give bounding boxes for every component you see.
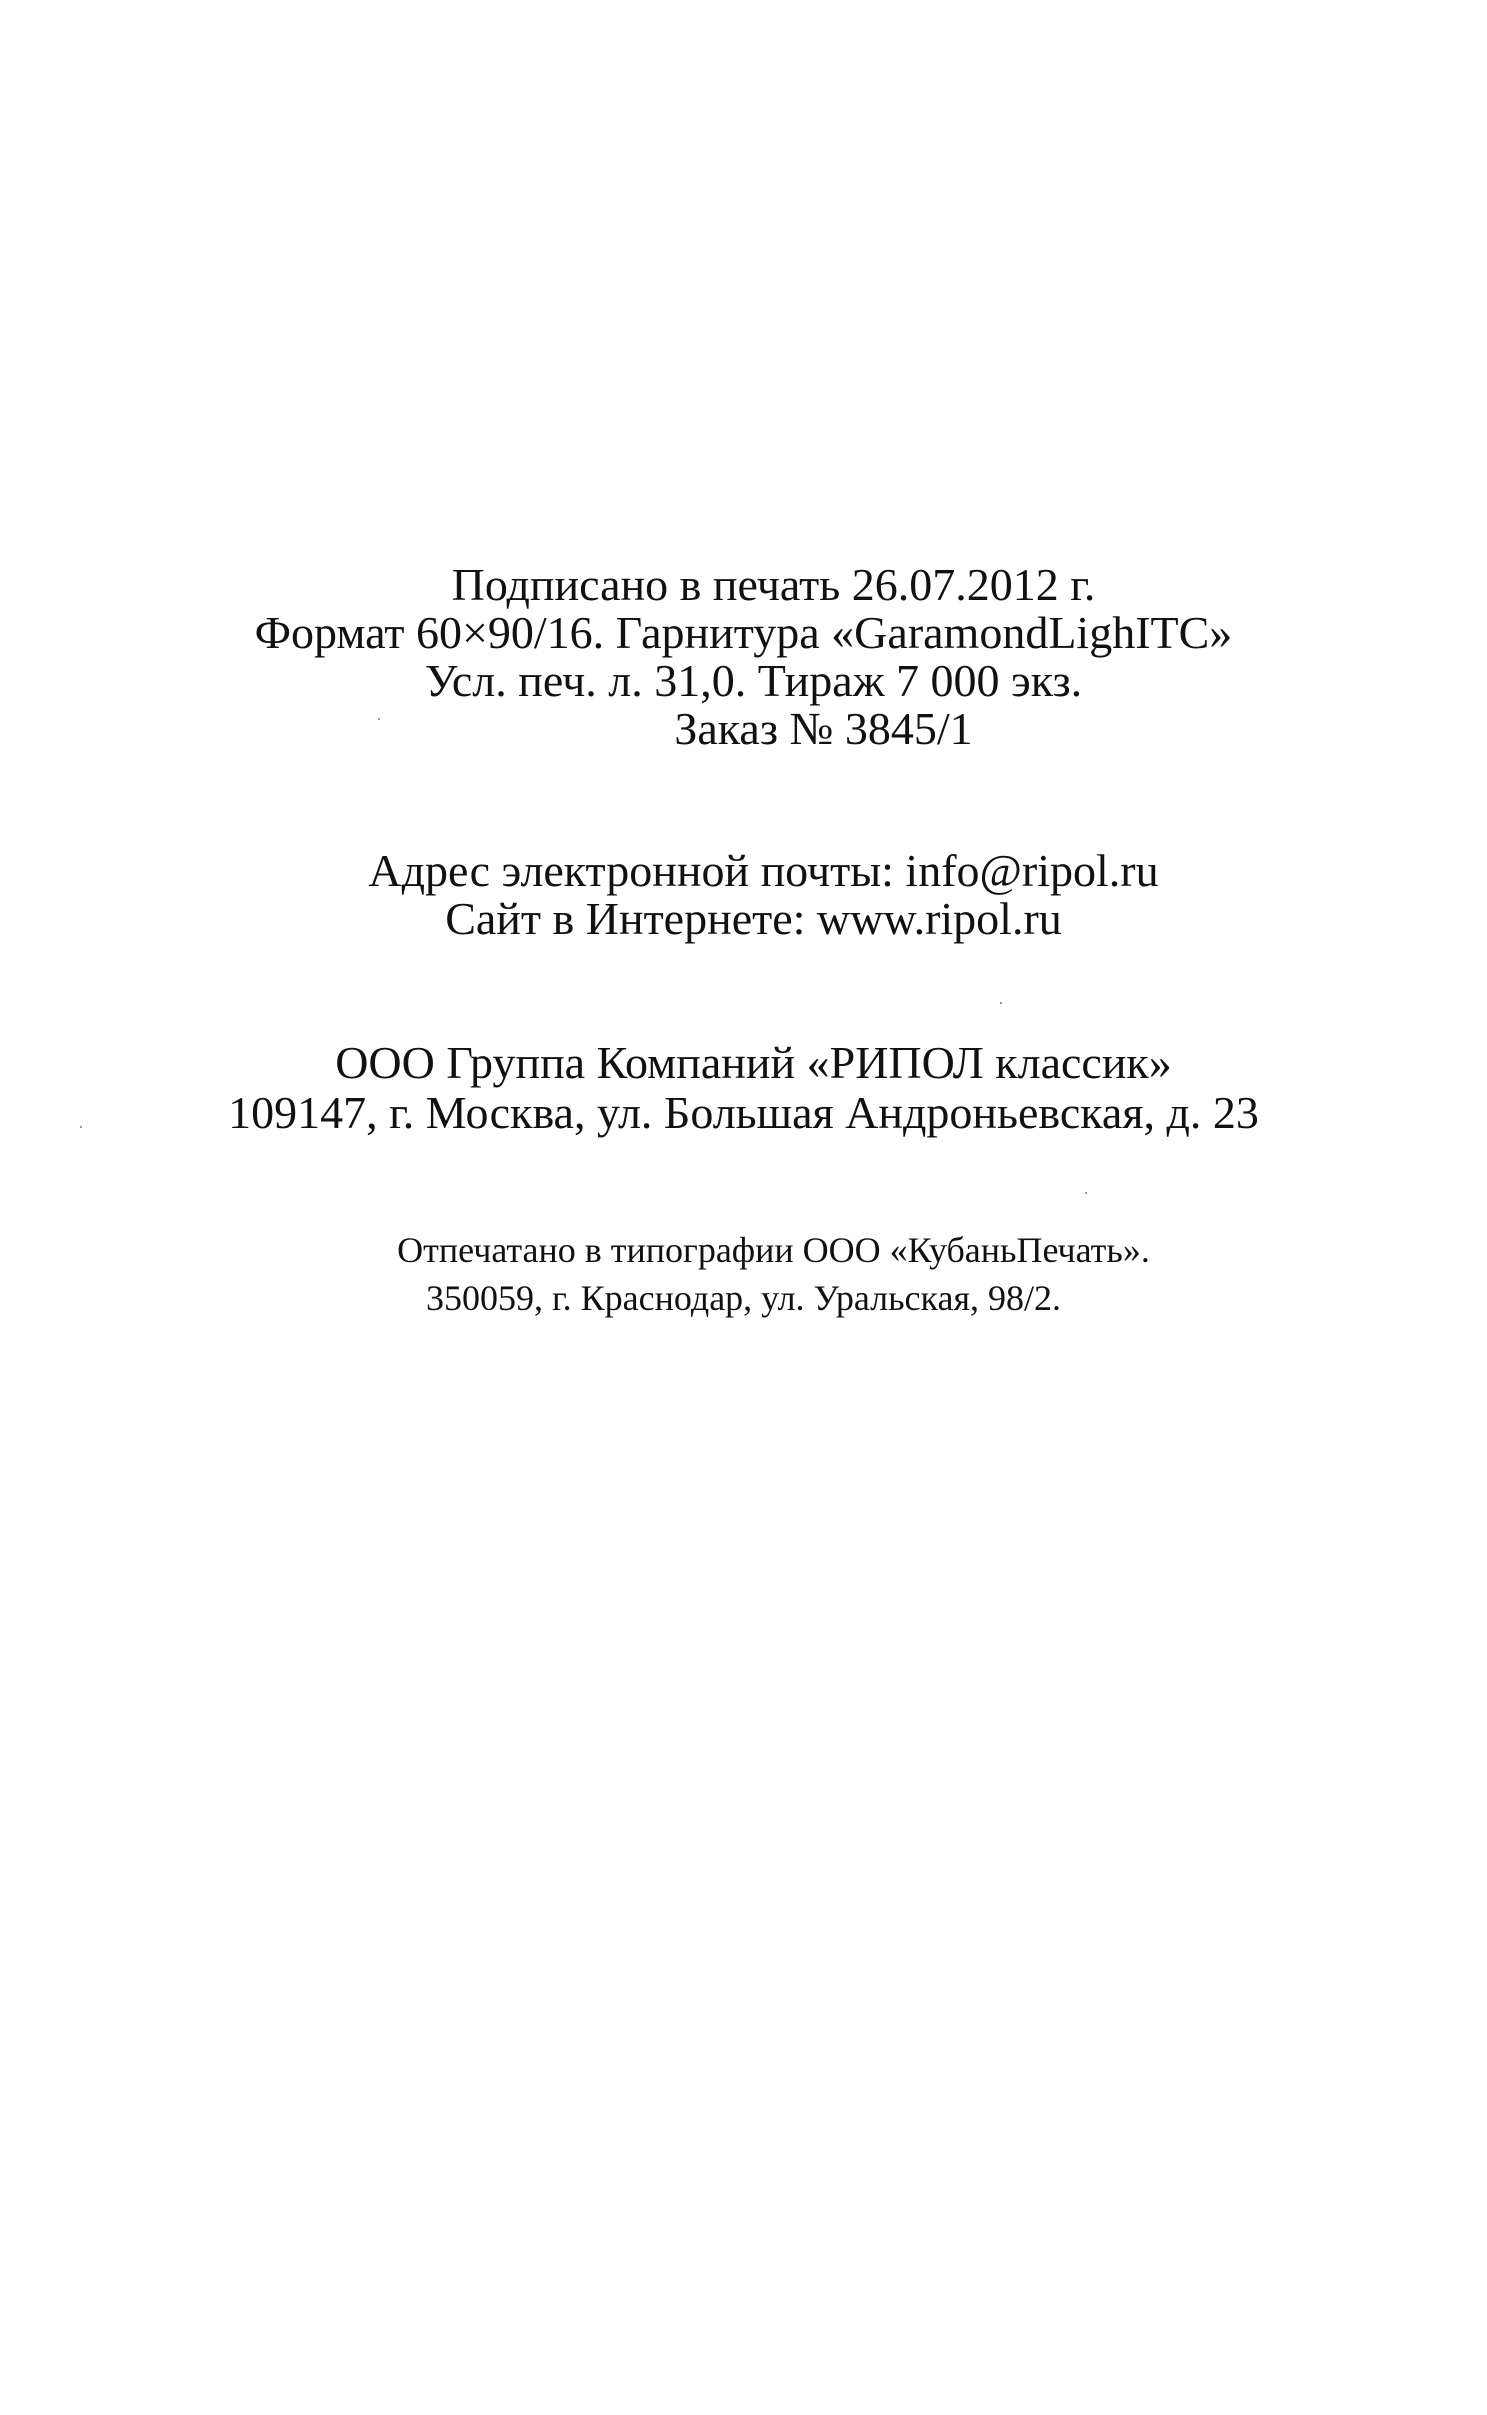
speck bbox=[80, 1126, 82, 1128]
speck bbox=[1085, 1192, 1087, 1194]
printer-name-line: Отпечатано в типографии ООО «КубаньПечать». bbox=[397, 1230, 1150, 1270]
website-line: Сайт в Интернете: www.ripol.ru bbox=[445, 893, 1062, 944]
publisher-name-line: ООО Группа Компаний «РИПОЛ классик» bbox=[335, 1037, 1172, 1088]
format-line: Формат 60×90/16. Гарнитура «GaramondLighITC» bbox=[254, 607, 1233, 658]
signed-to-print-line: Подписано в печать 26.07.2012 г. bbox=[451, 559, 1096, 610]
email-line: Адрес электронной почты: info@ripol.ru bbox=[368, 845, 1159, 896]
print-sheets-line: Усл. печ. л. 31,0. Тираж 7 000 экз. bbox=[424, 655, 1083, 706]
speck bbox=[378, 718, 380, 720]
order-number-line: Заказ № 3845/1 bbox=[674, 703, 973, 754]
printer-address-line: 350059, г. Краснодар, ул. Уральская, 98/2. bbox=[425, 1278, 1062, 1318]
speck bbox=[1000, 1002, 1002, 1004]
publisher-address-line: 109147, г. Москва, ул. Большая Андроньевская, д. 23 bbox=[228, 1087, 1259, 1138]
